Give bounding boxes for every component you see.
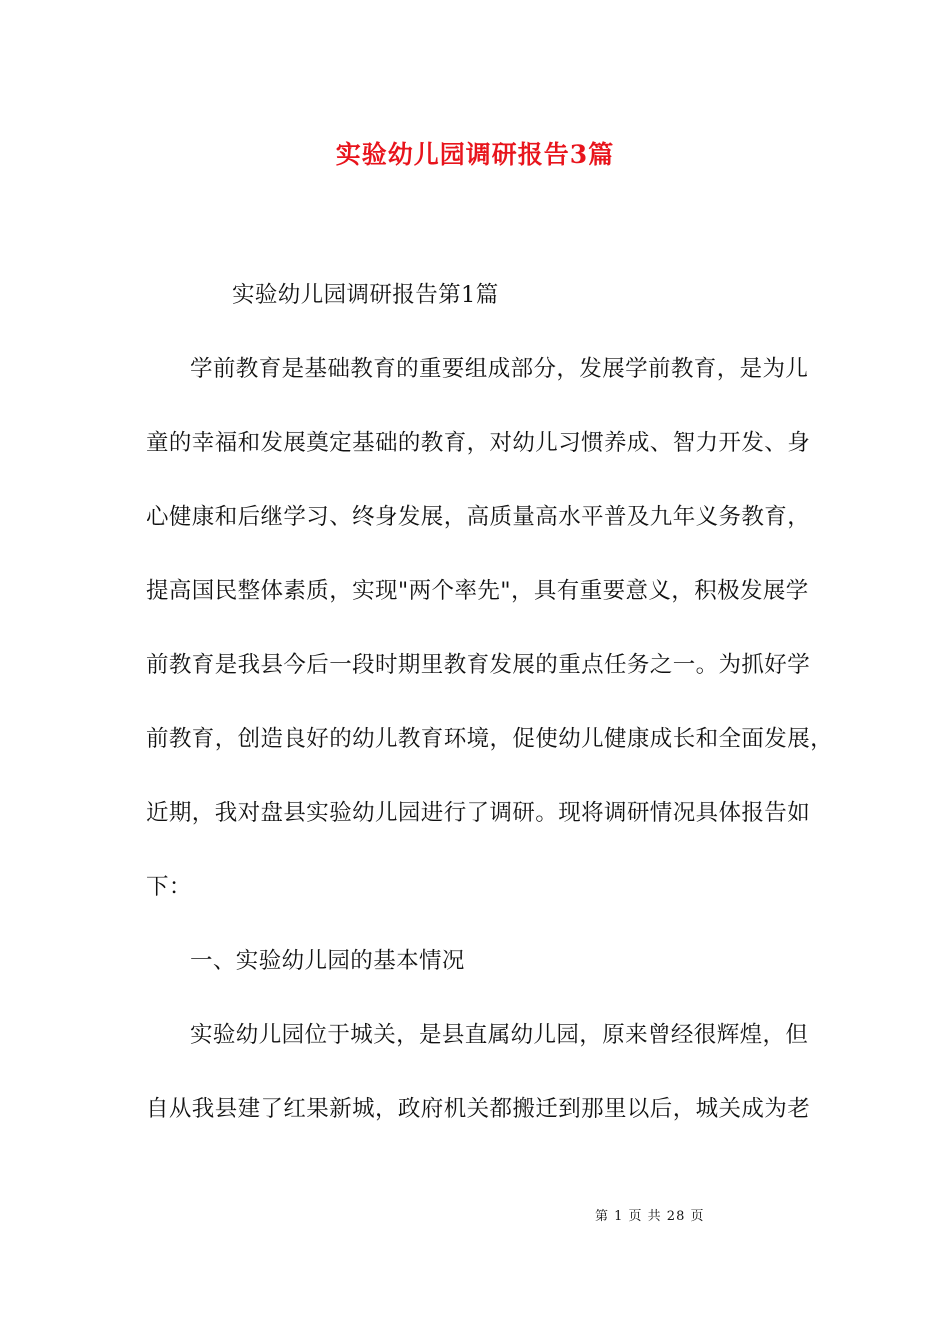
paragraph-line: 前教育是我县今后一段时期里教育发展的重点任务之一。为抓好学	[146, 652, 811, 678]
paragraph-line: 近期，我对盘县实验幼儿园进行了调研。现将调研情况具体报告如	[146, 800, 811, 826]
paragraph-line: 童的幸福和发展奠定基础的教育，对幼儿习惯养成、智力开发、身	[146, 430, 811, 456]
paragraph-line: 实验幼儿园位于城关，是县直属幼儿园，原来曾经很辉煌，但	[190, 1022, 809, 1048]
subsection-heading: 一、实验幼儿园的基本情况	[190, 948, 465, 974]
paragraph-line: 前教育，创造良好的幼儿教育环境，促使幼儿健康成长和全面发展，	[146, 726, 834, 752]
paragraph-line: 自从我县建了红果新城，政府机关都搬迁到那里以后，城关成为老	[146, 1096, 811, 1122]
paragraph-line: 提高国民整体素质，实现"两个率先"，具有重要意义，积极发展学	[146, 578, 809, 604]
paragraph-line: 学前教育是基础教育的重要组成部分，发展学前教育，是为儿	[190, 356, 809, 382]
page-footer: 第 1 页 共 28 页	[595, 1209, 705, 1224]
section-heading: 实验幼儿园调研报告第1篇	[232, 282, 499, 308]
paragraph-line: 心健康和后继学习、终身发展，高质量高水平普及九年义务教育，	[146, 504, 811, 530]
document-title: 实验幼儿园调研报告3篇	[335, 140, 615, 169]
paragraph-line: 下：	[146, 874, 192, 900]
